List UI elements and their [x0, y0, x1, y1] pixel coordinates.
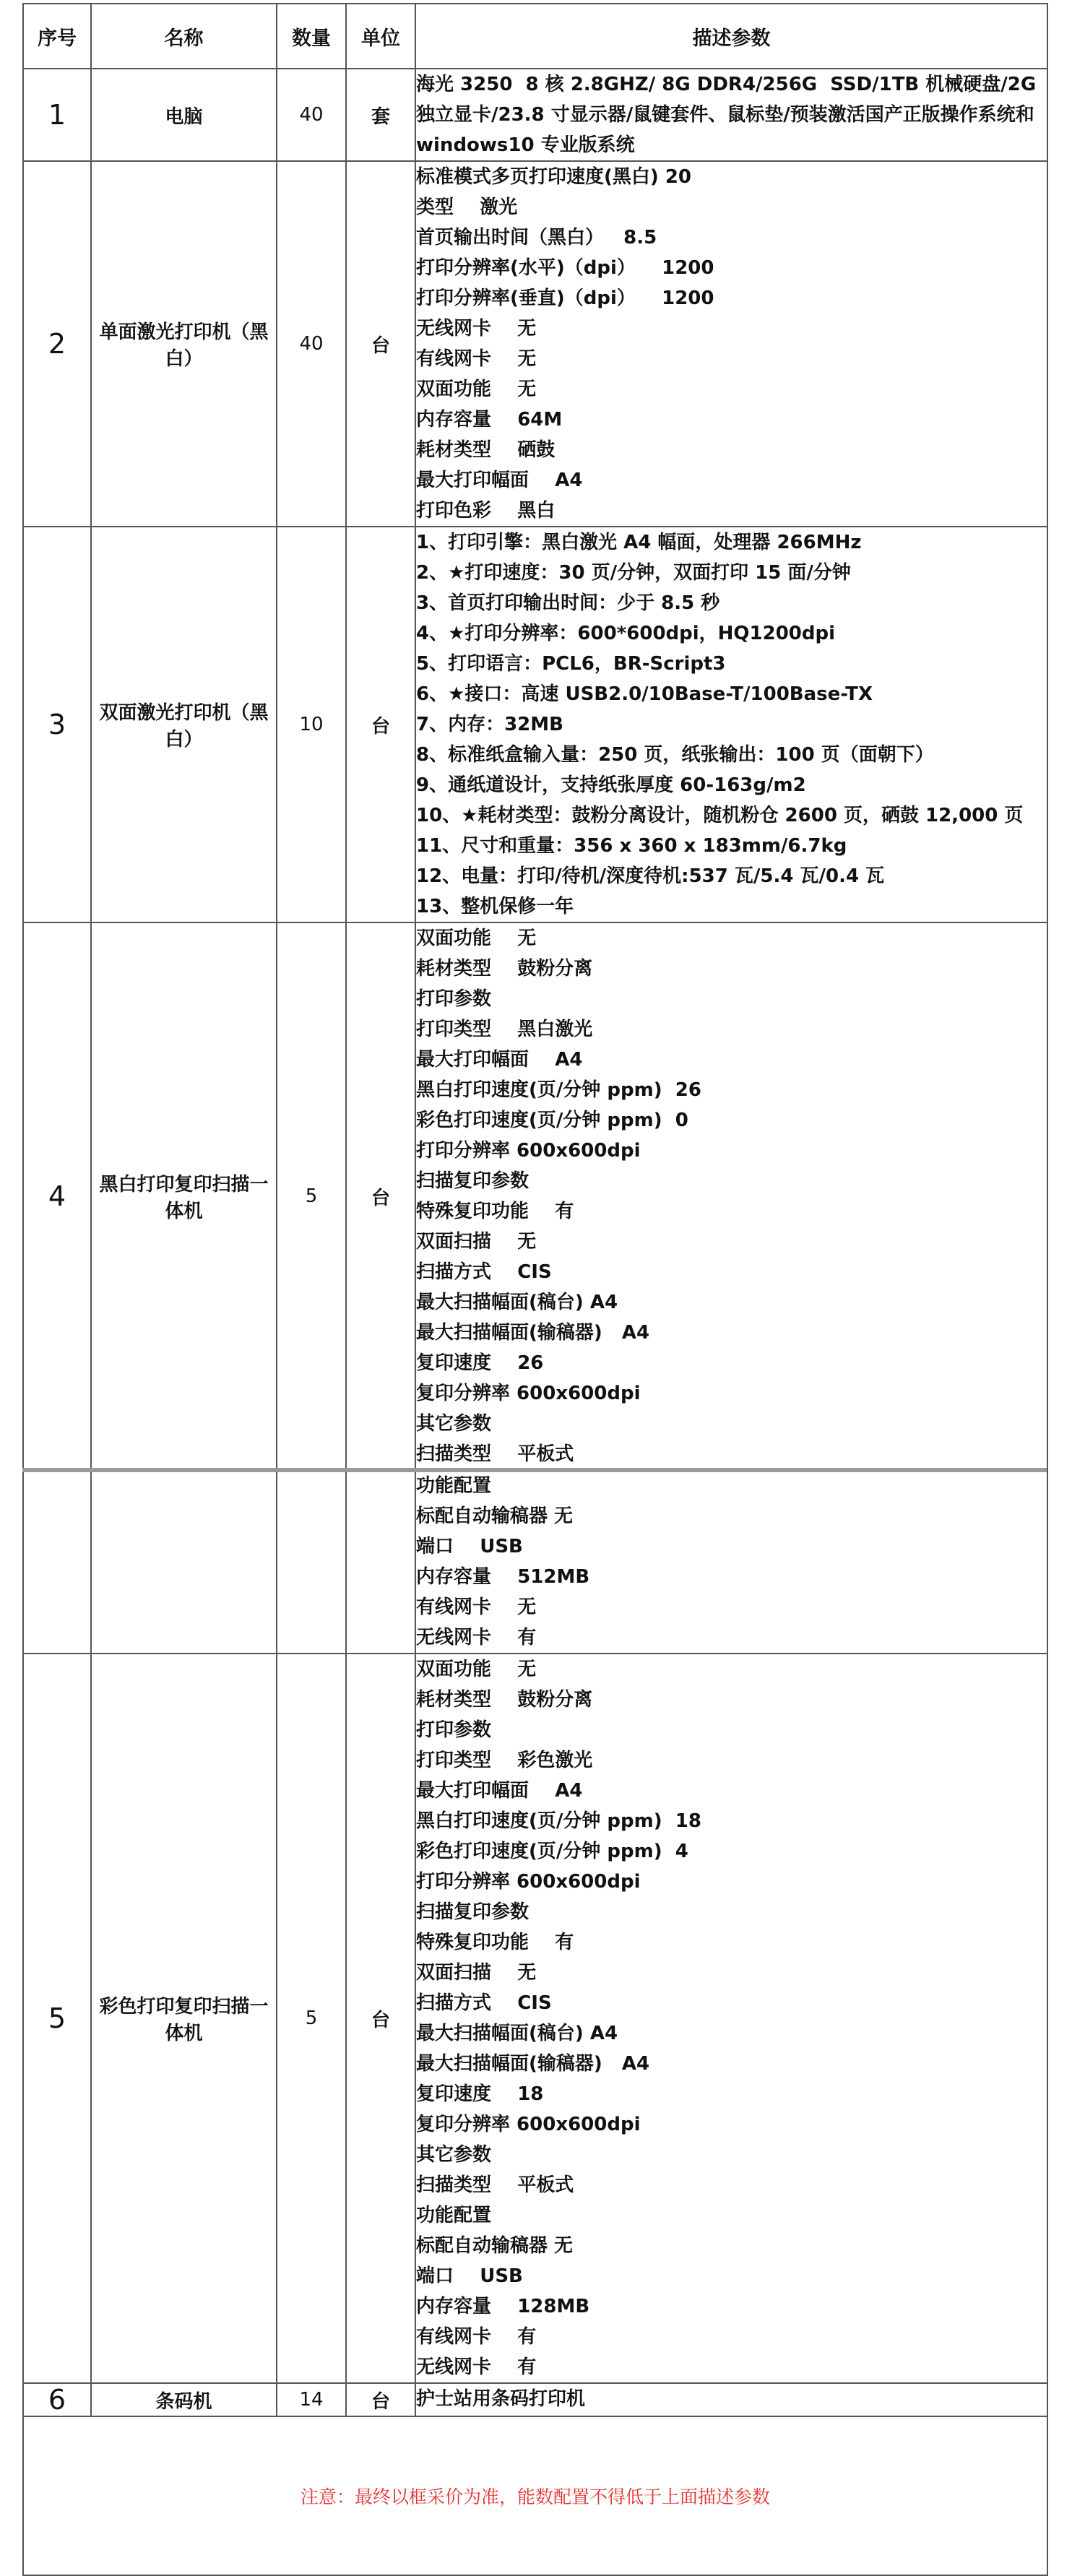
- description-line: 打印分辨率 600x600dpi: [416, 1140, 641, 1162]
- description-line: 11、尺寸和重量：356 x 360 x 183mm/6.7kg: [416, 835, 847, 857]
- description-line: 有线网卡 无: [416, 348, 537, 370]
- description-line: 双面功能 无: [416, 928, 537, 949]
- description-line: 3、首页打印输出时间：少于 8.5 秒: [416, 592, 720, 614]
- description-line: 首页输出时间（黑白） 8.5: [416, 227, 657, 248]
- description-line: 4、★打印分辨率：600*600dpi，HQ1200dpi: [416, 623, 836, 644]
- row-quantity: 14: [277, 2383, 346, 2416]
- description-line: 端口 USB: [416, 1536, 523, 1557]
- description-line: 耗材类型 硒鼓: [416, 439, 556, 461]
- description-line: 最大扫描幅面(输稿器) A4: [416, 1322, 650, 1344]
- description-line: 标配自动输稿器 无: [416, 2235, 574, 2257]
- description-line: 标准模式多页打印速度(黑白) 20: [416, 166, 691, 188]
- description-line: 打印类型 彩色激光: [416, 1750, 593, 1771]
- description-line: 打印参数: [416, 1719, 492, 1741]
- row-unit: [346, 1470, 415, 1654]
- row-index: 3: [23, 527, 91, 922]
- description-line: 打印参数: [416, 988, 492, 1010]
- description-line: 12、电量：打印/待机/深度待机:537 瓦/5.4 瓦/0.4 瓦: [416, 865, 885, 887]
- row-index: 6: [23, 2383, 91, 2416]
- description-line: 9、通纸道设计，支持纸张厚度 60-163g/m2: [416, 774, 806, 796]
- description-line: 5、打印语言：PCL6，BR-Script3: [416, 653, 726, 675]
- description-line: 扫描类型 平板式: [416, 1443, 574, 1465]
- description-line: 内存容量 64M: [416, 409, 563, 431]
- description-line: 特殊复印功能 有: [416, 1932, 574, 1953]
- row-unit: 台: [346, 2383, 415, 2416]
- row-index: 2: [23, 161, 91, 527]
- description-line: 最大扫描幅面(稿台) A4: [416, 2023, 618, 2044]
- row-name: 条码机: [91, 2383, 277, 2416]
- row-quantity: 5: [277, 1654, 346, 2383]
- row-quantity: 10: [277, 527, 346, 922]
- description-line: 扫描方式 CIS: [416, 1992, 552, 2014]
- table-row: [23, 1470, 1047, 1654]
- description-line: 双面功能 无: [416, 379, 537, 400]
- row-name: 单面激光打印机（黑白）: [91, 161, 277, 527]
- description-line: 功能配置: [416, 1475, 492, 1497]
- description-line: 类型 激光: [416, 196, 518, 218]
- description-line: 最大打印幅面 A4: [416, 470, 583, 491]
- row-name: 彩色打印复印扫描一体机: [91, 1654, 277, 2383]
- page-break-divider: [22, 1468, 1047, 1472]
- description-line: 打印色彩 黑白: [416, 500, 556, 522]
- row-description: [415, 922, 1047, 1470]
- description-line: 内存容量 128MB: [416, 2296, 590, 2317]
- row-index: 4: [23, 922, 91, 1470]
- description-line: 耗材类型 鼓粉分离: [416, 958, 593, 980]
- description-line: 打印分辨率 600x600dpi: [416, 1871, 641, 1893]
- description-line: 黑白打印速度(页/分钟 ppm) 26: [416, 1079, 701, 1101]
- row-description: [415, 527, 1047, 922]
- description-line: 打印类型 黑白激光: [416, 1019, 593, 1040]
- header-name: 名称: [91, 4, 277, 69]
- description-line: 打印分辨率(水平)（dpi） 1200: [416, 257, 714, 279]
- row-name: 电脑: [91, 69, 277, 161]
- description-line: 扫描类型 平板式: [416, 2174, 574, 2196]
- row-unit: 台: [346, 527, 415, 922]
- row-index: 1: [23, 69, 91, 161]
- description-line: 无线网卡 有: [416, 2356, 537, 2378]
- description-line: 打印分辨率(垂直)（dpi） 1200: [416, 288, 714, 309]
- row-unit: 套: [346, 69, 415, 161]
- description-line: 复印分辨率 600x600dpi: [416, 2114, 641, 2135]
- description-line: 复印分辨率 600x600dpi: [416, 1383, 641, 1404]
- description-line: 复印速度 26: [416, 1352, 544, 1374]
- row-description: [415, 69, 1047, 161]
- row-name: [91, 1470, 277, 1654]
- header-row: [23, 4, 1047, 69]
- row-unit: 台: [346, 1654, 415, 2383]
- description-line: 无线网卡 有: [416, 1627, 537, 1648]
- description-line: 有线网卡 有: [416, 2326, 537, 2348]
- header-description: 描述参数: [415, 4, 1047, 69]
- description-line: 8、标准纸盒输入量：250 页，纸张输出：100 页（面朝下）: [416, 744, 934, 766]
- row-index: [23, 1470, 91, 1654]
- description-line: 最大扫描幅面(输稿器) A4: [416, 2053, 650, 2075]
- description-line: 双面功能 无: [416, 1659, 537, 1680]
- row-description: [415, 1470, 1047, 1654]
- description-line: 有线网卡 无: [416, 1596, 537, 1618]
- description-line: 最大打印幅面 A4: [416, 1049, 583, 1071]
- description-line: 2、★打印速度：30 页/分钟，双面打印 15 面/分钟: [416, 562, 851, 584]
- description-line: 内存容量 512MB: [416, 1566, 590, 1588]
- description-line: 13、整机保修一年: [416, 896, 574, 917]
- description-line: 其它参数: [416, 2144, 492, 2166]
- description-line: 功能配置: [416, 2205, 492, 2226]
- note-text: 注意：最终以框采价为准，能数配置不得低于上面描述参数: [23, 2416, 1047, 2575]
- row-description: [415, 161, 1047, 527]
- row-quantity: [277, 1470, 346, 1654]
- row-unit: 台: [346, 922, 415, 1470]
- description-line: 黑白打印速度(页/分钟 ppm) 18: [416, 1810, 701, 1832]
- row-description: [415, 2383, 1047, 2416]
- table-row: [23, 527, 1047, 922]
- description-line: 扫描复印参数: [416, 1170, 529, 1192]
- row-quantity: 40: [277, 69, 346, 161]
- row-quantity: 40: [277, 161, 346, 527]
- description-line: 6、★接口：高速 USB2.0/10Base-T/100Base-TX: [416, 683, 873, 705]
- description-line: 彩色打印速度(页/分钟 ppm) 0: [416, 1110, 688, 1131]
- description-line: 最大打印幅面 A4: [416, 1780, 583, 1802]
- description-line: 彩色打印速度(页/分钟 ppm) 4: [416, 1841, 688, 1862]
- table-row: [23, 69, 1047, 161]
- description-line: 双面扫描 无: [416, 1231, 537, 1253]
- description-line: 双面扫描 无: [416, 1962, 537, 1984]
- description-line: 最大扫描幅面(稿台) A4: [416, 1292, 618, 1313]
- row-index: 5: [23, 1654, 91, 2383]
- table-row: [23, 1654, 1047, 2383]
- row-name: 双面激光打印机（黑白）: [91, 527, 277, 922]
- table-row: [23, 2383, 1047, 2416]
- spec-table: [22, 3, 1048, 2576]
- description-line: 端口 USB: [416, 2265, 523, 2287]
- description-line: 海光 3250 8 核 2.8GHZ/ 8G DDR4/256G SSD/1TB 机械硬盘/2G 独立显卡/23.8 寸显示器/鼠键套件、鼠标垫/预装激活国产正版操作系统和 windows10 专业版系统: [416, 74, 1043, 156]
- table-row: [23, 922, 1047, 1470]
- row-quantity: 5: [277, 922, 346, 1470]
- description-line: 1、打印引擎：黑白激光 A4 幅面，处理器 266MHz: [416, 532, 862, 553]
- table-row: [23, 161, 1047, 527]
- header-index: 序号: [23, 4, 91, 69]
- description-line: 特殊复印功能 有: [416, 1201, 574, 1222]
- description-line: 护士站用条码打印机: [416, 2388, 586, 2410]
- description-line: 其它参数: [416, 1413, 492, 1435]
- description-line: 10、★耗材类型：鼓粉分离设计，随机粉仓 2600 页，硒鼓 12,000 页: [416, 805, 1024, 826]
- row-unit: 台: [346, 161, 415, 527]
- description-line: 扫描复印参数: [416, 1901, 529, 1923]
- description-line: 复印速度 18: [416, 2083, 544, 2105]
- row-name: 黑白打印复印扫描一体机: [91, 922, 277, 1470]
- header-unit: 单位: [346, 4, 415, 69]
- description-line: 耗材类型 鼓粉分离: [416, 1689, 593, 1711]
- description-line: 7、内存：32MB: [416, 714, 563, 735]
- description-line: 无线网卡 无: [416, 318, 537, 340]
- note-row: [23, 2416, 1047, 2575]
- header-quantity: 数量: [277, 4, 346, 69]
- description-line: 标配自动输稿器 无: [416, 1505, 574, 1527]
- row-description: [415, 1654, 1047, 2383]
- description-line: 扫描方式 CIS: [416, 1261, 552, 1283]
